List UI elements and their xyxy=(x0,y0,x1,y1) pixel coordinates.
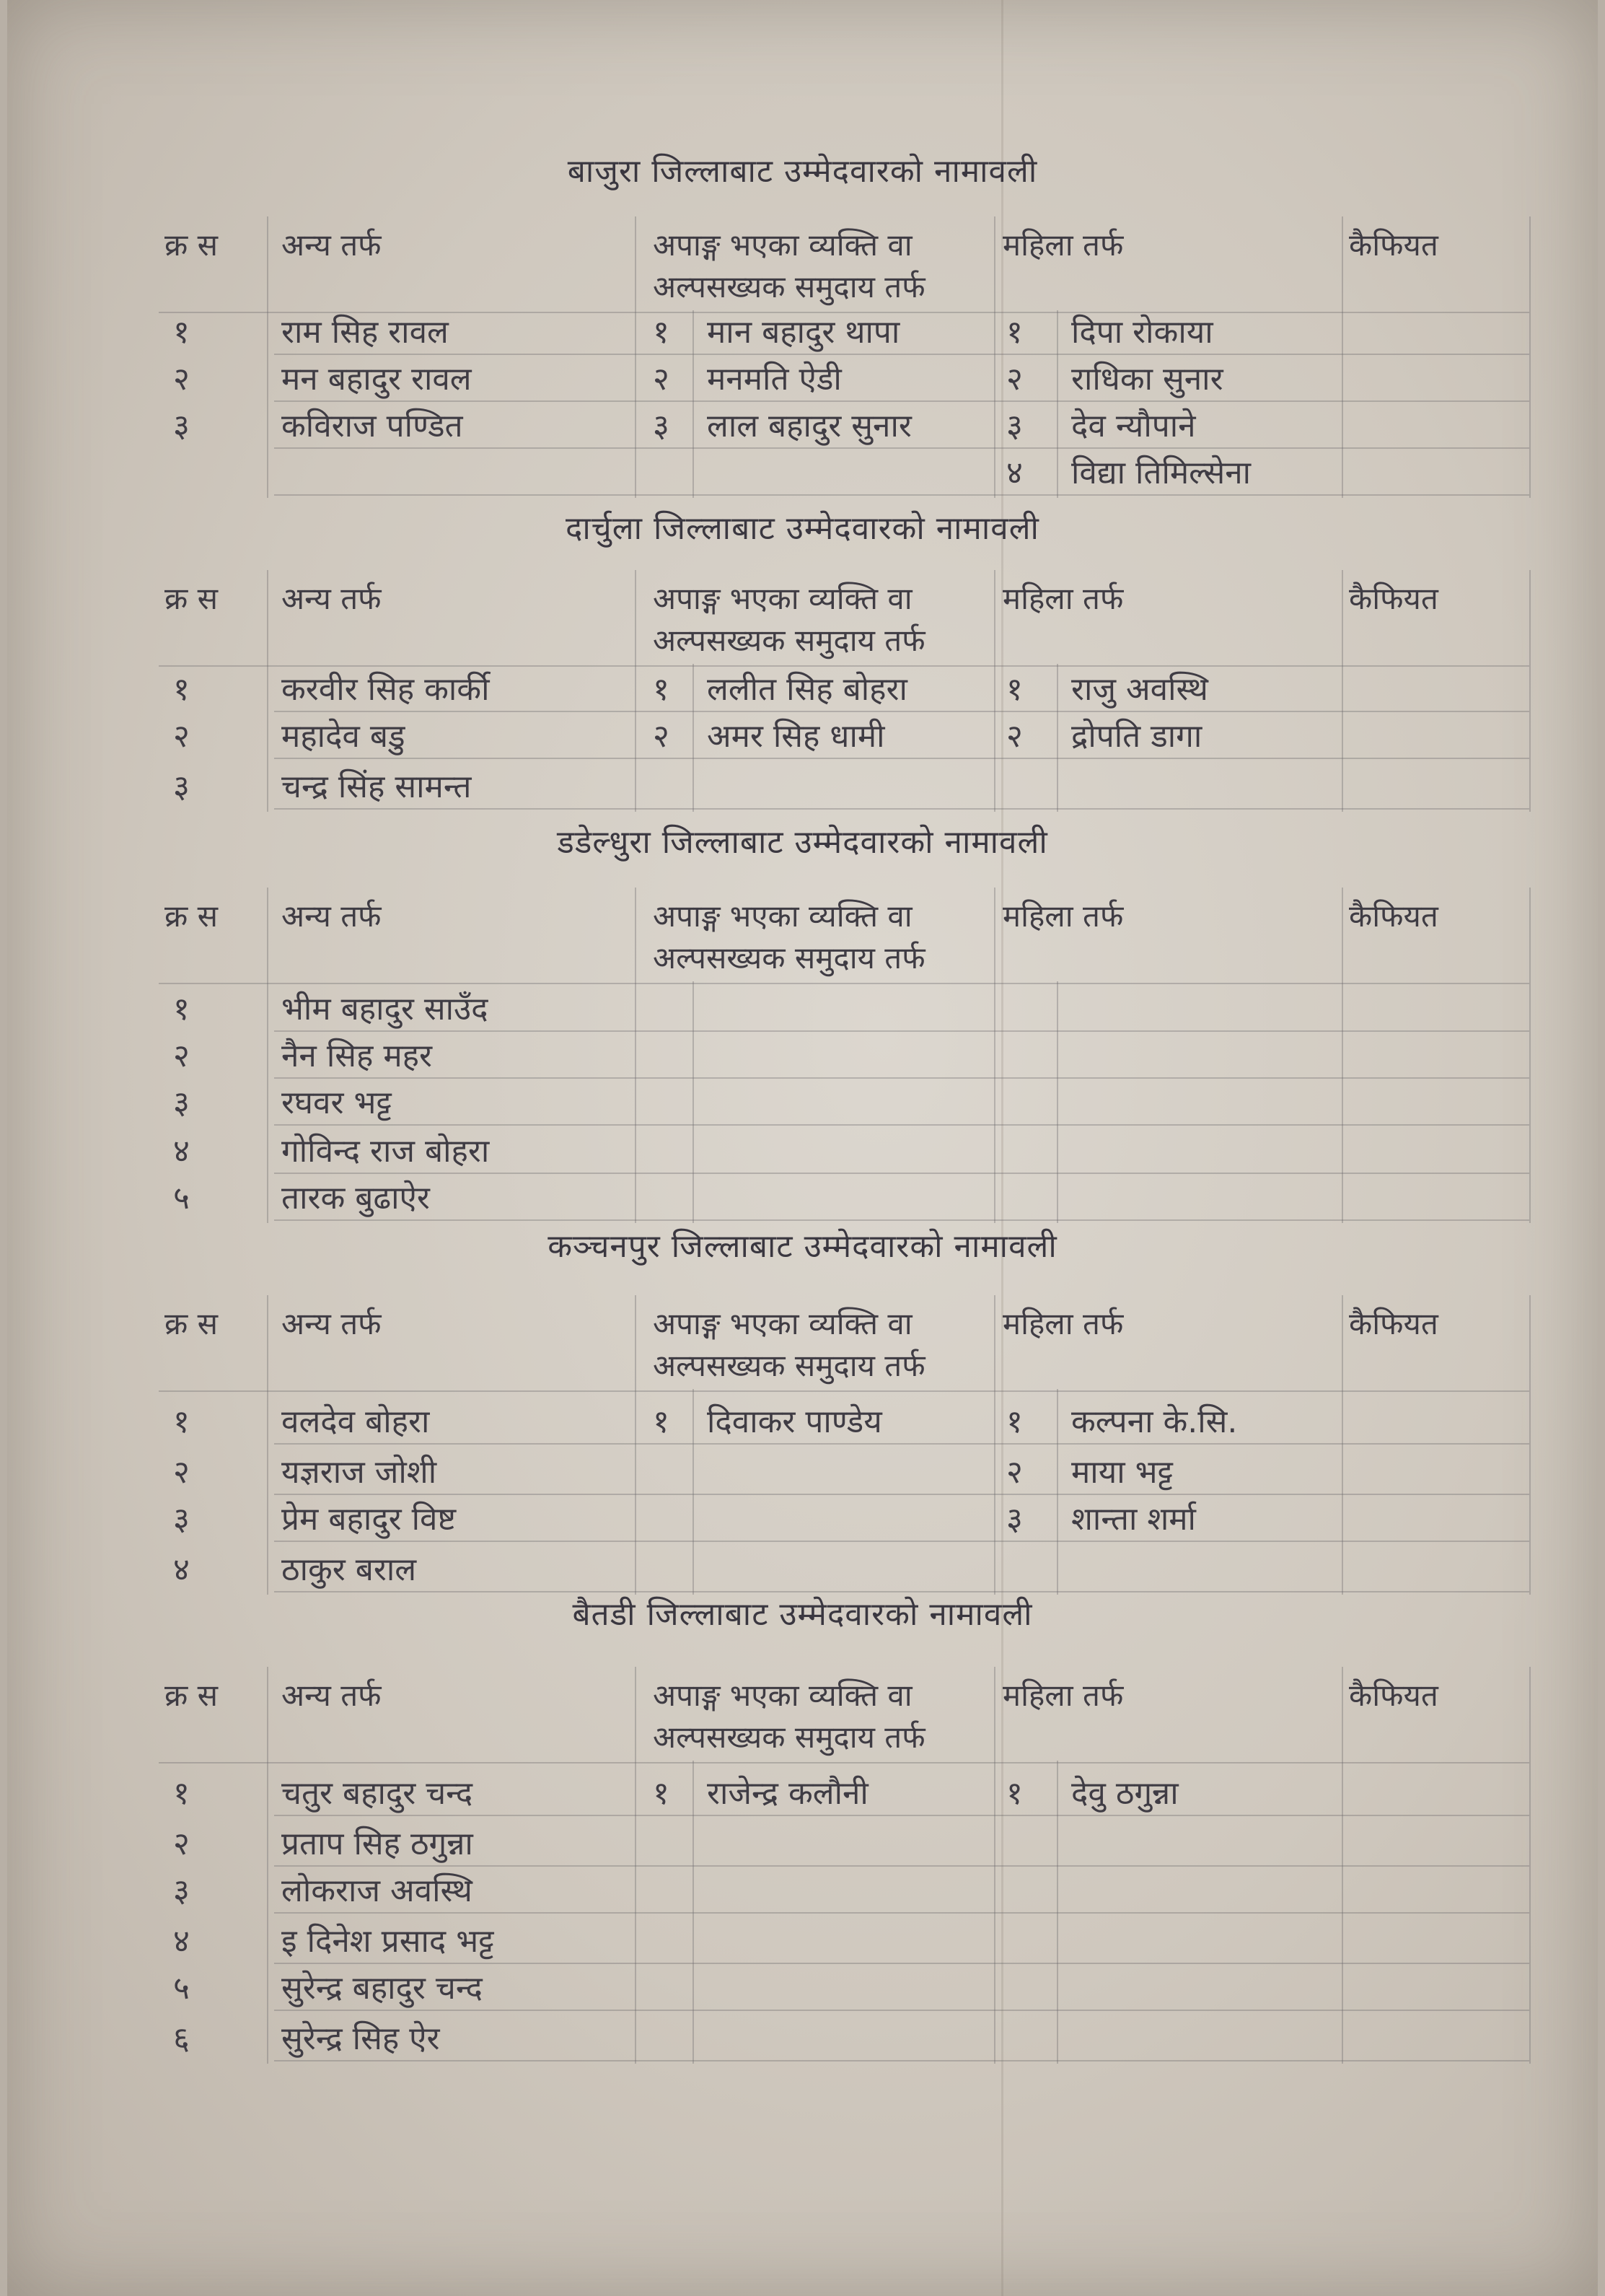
row-women-serial: ३ xyxy=(1006,1501,1023,1538)
row-rule xyxy=(274,1077,1529,1079)
row-disabled-name: अमर सिह धामी xyxy=(707,718,885,755)
row-rule xyxy=(274,1912,1529,1914)
header-disabled-line1: अपाङ्ग भएका व्यक्ति वा xyxy=(653,581,913,616)
header-sn: क्र स xyxy=(164,581,218,616)
row-other-name: प्रताप सिह ठगुन्ना xyxy=(281,1826,473,1862)
header-women: महिला तर्फ xyxy=(1003,1678,1124,1713)
header-remarks: कैफियत xyxy=(1349,227,1438,263)
row-serial: ३ xyxy=(173,768,190,805)
table-row xyxy=(0,1497,1605,1542)
header-women: महिला तर्फ xyxy=(1003,1306,1124,1341)
row-other-name: गोविन्द राज बोहरा xyxy=(281,1133,490,1170)
row-serial: २ xyxy=(173,1038,190,1074)
row-rule xyxy=(274,1443,1529,1445)
row-other-name: चतुर बहादुर चन्द xyxy=(281,1775,473,1812)
row-other-name: राम सिह रावल xyxy=(281,314,449,351)
row-disabled-serial: १ xyxy=(653,1403,669,1440)
row-disabled-name: लाल बहादुर सुनार xyxy=(707,408,912,444)
section-title: डडेल्धुरा जिल्लाबाट उम्मेदवारको नामावली xyxy=(557,824,1048,861)
row-other-name: महादेव बडु xyxy=(281,718,405,755)
table-row xyxy=(0,1081,1605,1126)
table-row xyxy=(0,765,1605,810)
row-serial: १ xyxy=(173,1403,190,1440)
row-women-serial: १ xyxy=(1006,314,1023,351)
row-other-name: भीम बहादुर साउँद xyxy=(281,991,488,1027)
row-serial: ३ xyxy=(173,1872,190,1909)
header-other: अन्य तर्फ xyxy=(281,227,382,263)
row-women-serial: १ xyxy=(1006,1403,1023,1440)
row-other-name: इ दिनेश प्रसाद भट्ट xyxy=(281,1923,494,1960)
row-rule xyxy=(274,354,1529,355)
section-title: बाजुरा जिल्लाबाट उम्मेदवारको नामावली xyxy=(567,153,1038,190)
row-disabled-name: दिवाकर पाण्डेय xyxy=(707,1403,882,1440)
row-other-name: तारक बुढाऐर xyxy=(281,1180,430,1217)
table-header-rule xyxy=(159,665,1529,667)
table-header-rule xyxy=(159,1762,1529,1763)
row-disabled-name: मान बहादुर थापा xyxy=(707,314,900,351)
row-serial: ४ xyxy=(173,1551,190,1588)
row-rule xyxy=(274,1963,1529,1964)
table-row xyxy=(0,1822,1605,1867)
row-rule xyxy=(274,2010,1529,2011)
table-row xyxy=(0,987,1605,1032)
row-other-name: ठाकुर बराल xyxy=(281,1551,417,1588)
header-disabled-line1: अपाङ्ग भएका व्यक्ति वा xyxy=(653,1678,913,1713)
row-serial: १ xyxy=(173,671,190,708)
row-women-name: विद्या तिमिल्सेना xyxy=(1071,455,1252,491)
row-women-serial: २ xyxy=(1006,361,1023,398)
row-women-serial: १ xyxy=(1006,671,1023,708)
row-rule xyxy=(274,1865,1529,1867)
row-rule xyxy=(274,400,1529,402)
row-women-serial: ४ xyxy=(1006,455,1023,491)
table-row xyxy=(0,1548,1605,1592)
row-other-name: चन्द्र सिंह सामन्त xyxy=(281,768,472,805)
row-rule xyxy=(274,1030,1529,1032)
row-rule xyxy=(274,447,1529,449)
table-row xyxy=(0,1919,1605,1964)
header-remarks: कैफियत xyxy=(1349,1306,1438,1341)
row-serial: ३ xyxy=(173,1501,190,1538)
row-disabled-serial: १ xyxy=(653,671,669,708)
header-disabled-line2: अल्पसख्यक समुदाय तर्फ xyxy=(653,1719,925,1755)
header-other: अन्य तर्फ xyxy=(281,898,382,934)
row-women-serial: २ xyxy=(1006,1454,1023,1491)
row-serial: १ xyxy=(173,991,190,1027)
table-header-rule xyxy=(159,983,1529,984)
row-women-name: माया भट्ट xyxy=(1071,1454,1174,1491)
row-other-name: सुरेन्द्र बहादुर चन्द xyxy=(281,1970,483,2007)
row-disabled-serial: १ xyxy=(653,1775,669,1812)
header-disabled-line2: अल्पसख्यक समुदाय तर्फ xyxy=(653,1348,925,1383)
row-serial: १ xyxy=(173,314,190,351)
table-row xyxy=(0,1869,1605,1914)
row-disabled-name: राजेन्द्र कलौनी xyxy=(707,1775,869,1812)
table-row xyxy=(0,1450,1605,1495)
row-serial: १ xyxy=(173,1775,190,1812)
row-serial: ३ xyxy=(173,408,190,444)
row-serial: २ xyxy=(173,718,190,755)
header-remarks: कैफियत xyxy=(1349,581,1438,616)
row-other-name: रघवर भट्ट xyxy=(281,1085,392,1121)
row-other-name: यज्ञराज जोशी xyxy=(281,1454,437,1491)
row-other-name: मन बहादुर रावल xyxy=(281,361,472,398)
header-sn: क्र स xyxy=(164,227,218,263)
row-women-name: राजु अवस्थि xyxy=(1071,671,1208,708)
row-serial: ३ xyxy=(173,1085,190,1121)
header-other: अन्य तर्फ xyxy=(281,1306,382,1341)
row-rule xyxy=(274,758,1529,759)
row-serial: ४ xyxy=(173,1923,190,1960)
header-sn: क्र स xyxy=(164,898,218,934)
row-other-name: कविराज पण्डित xyxy=(281,408,463,444)
row-rule xyxy=(274,1815,1529,1816)
row-disabled-serial: ३ xyxy=(653,408,669,444)
row-other-name: नैन सिह महर xyxy=(281,1038,432,1074)
header-women: महिला तर्फ xyxy=(1003,898,1124,934)
row-serial: २ xyxy=(173,361,190,398)
row-women-name: देवु ठगुन्ना xyxy=(1071,1775,1179,1812)
header-remarks: कैफियत xyxy=(1349,1678,1438,1713)
row-serial: ४ xyxy=(173,1133,190,1170)
row-other-name: करवीर सिह कार्की xyxy=(281,671,490,708)
row-rule xyxy=(274,1173,1529,1174)
row-rule xyxy=(274,1541,1529,1542)
row-rule xyxy=(274,1219,1529,1221)
row-women-name: देव न्यौपाने xyxy=(1071,408,1196,444)
header-disabled-line2: अल्पसख्यक समुदाय तर्फ xyxy=(653,623,925,658)
row-women-serial: १ xyxy=(1006,1775,1023,1812)
row-women-name: शान्ता शर्मा xyxy=(1071,1501,1196,1538)
row-other-name: लोकराज अवस्थि xyxy=(281,1872,472,1909)
row-women-name: द्रोपति डागा xyxy=(1071,718,1202,755)
header-other: अन्य तर्फ xyxy=(281,581,382,616)
header-women: महिला तर्फ xyxy=(1003,227,1124,263)
row-women-serial: २ xyxy=(1006,718,1023,755)
section-title: कञ्चनपुर जिल्लाबाट उम्मेदवारको नामावली xyxy=(548,1228,1057,1265)
header-disabled-line1: अपाङ्ग भएका व्यक्ति वा xyxy=(653,227,913,263)
row-serial: २ xyxy=(173,1454,190,1491)
row-serial: ६ xyxy=(173,2020,190,2057)
row-rule xyxy=(274,2060,1529,2061)
header-remarks: कैफियत xyxy=(1349,898,1438,934)
row-women-name: कल्पना के.सि. xyxy=(1071,1403,1238,1440)
row-serial: २ xyxy=(173,1826,190,1862)
table-header-rule xyxy=(159,1390,1529,1392)
header-sn: क्र स xyxy=(164,1306,218,1341)
row-disabled-serial: २ xyxy=(653,361,669,398)
row-women-name: राधिका सुनार xyxy=(1071,361,1223,398)
header-sn: क्र स xyxy=(164,1678,218,1713)
row-disabled-serial: २ xyxy=(653,718,669,755)
table-row xyxy=(0,451,1605,496)
section-title: दार्चुला जिल्लाबाट उम्मेदवारको नामावली xyxy=(566,510,1039,547)
row-women-serial: ३ xyxy=(1006,408,1023,444)
table-row xyxy=(0,1034,1605,1079)
row-disabled-name: मनमति ऐडी xyxy=(707,361,842,398)
row-other-name: सुरेन्द्र सिह ऐर xyxy=(281,2020,440,2057)
row-women-name: दिपा रोकाया xyxy=(1071,314,1213,351)
header-disabled-line2: अल्पसख्यक समुदाय तर्फ xyxy=(653,940,925,976)
row-serial: ५ xyxy=(173,1180,190,1217)
table-row xyxy=(0,1176,1605,1221)
row-serial: ५ xyxy=(173,1970,190,2007)
header-women: महिला तर्फ xyxy=(1003,581,1124,616)
row-rule xyxy=(274,711,1529,712)
row-rule xyxy=(274,494,1529,496)
row-other-name: प्रेम बहादुर विष्ट xyxy=(281,1501,457,1538)
header-disabled-line1: अपाङ्ग भएका व्यक्ति वा xyxy=(653,1306,913,1341)
header-disabled-line2: अल्पसख्यक समुदाय तर्फ xyxy=(653,269,925,304)
table-row xyxy=(0,1966,1605,2011)
row-disabled-name: ललीत सिह बोहरा xyxy=(707,671,907,708)
row-rule xyxy=(274,808,1529,810)
section-title: बैतडी जिल्लाबाट उम्मेदवारको नामावली xyxy=(572,1596,1033,1633)
header-other: अन्य तर्फ xyxy=(281,1678,382,1713)
row-rule xyxy=(274,1124,1529,1126)
row-other-name: वलदेव बोहरा xyxy=(281,1403,430,1440)
row-rule xyxy=(274,1494,1529,1495)
table-row xyxy=(0,2017,1605,2061)
table-row xyxy=(0,1129,1605,1174)
row-disabled-serial: १ xyxy=(653,314,669,351)
header-disabled-line1: अपाङ्ग भएका व्यक्ति वा xyxy=(653,898,913,934)
